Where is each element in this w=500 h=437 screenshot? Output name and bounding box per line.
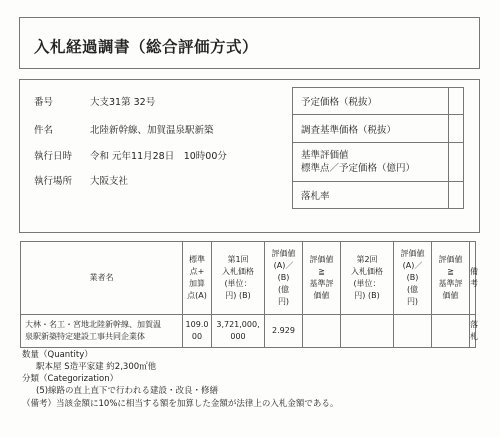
category-label: 分類（Categorization） [22, 374, 119, 384]
number-label: 番号 [34, 97, 54, 108]
bid2-header-l2: 入札価格 [351, 267, 383, 276]
score-header-l2: 点+ [189, 267, 205, 276]
compare2-header-l3: 基準評 [438, 279, 463, 288]
bid2-header-l4: 円) (B) [354, 291, 380, 300]
table-row [21, 315, 476, 348]
base-eval-line2: 標準点／予定価格（億円） [301, 163, 416, 174]
subject-label: 件名 [34, 125, 54, 136]
quantity-value: 駅本屋 S造平家建 約2,300㎡他 [36, 362, 157, 372]
bid1-cell [212, 315, 265, 348]
bid1-header-l4: 円) (B) [225, 291, 251, 300]
bid1-header-l3: (単位： [224, 279, 252, 288]
footnote: （備考）当該金額に10%に相当する額を加算した金額が法律上の入札金額である。 [22, 399, 339, 409]
score-header [183, 242, 212, 315]
company-header: 業者名 [21, 242, 183, 315]
score-line1: 109.0 [185, 320, 209, 329]
bid2-header-l1: 第2回 [356, 255, 378, 264]
score-header-l3: 加算 [189, 279, 205, 288]
planned-price-value [449, 88, 464, 115]
company-line2: 泉駅新築特定建設工事共同企業体 [25, 332, 145, 341]
quantity-label: 数量（Quantity） [22, 350, 93, 360]
eval1-header-l5: 円) [277, 297, 290, 306]
planned-price-label: 予定価格（税抜） [293, 88, 449, 115]
eval2-header-l1: 評価値 [400, 249, 425, 258]
score-header-l4: 点(A) [187, 291, 207, 300]
category-value: (5)線路の直上直下で行われる建設・改良・修繕 [36, 386, 219, 396]
page-title: 入札経過調書（総合評価方式） [34, 38, 259, 56]
bid2-cell [341, 315, 394, 348]
remarks-header-l1: 備 [470, 267, 478, 276]
header-row [21, 242, 476, 315]
score-cell [183, 315, 212, 348]
eval1-header [265, 242, 303, 315]
number-value: 大支31第 32号 [90, 97, 156, 108]
eval1-header-l3: (B) [277, 273, 290, 282]
winning-rate-label: 落札率 [293, 182, 449, 209]
score-header-l1: 標準 [189, 255, 205, 264]
compare1-header-l1: 評価値 [309, 255, 334, 264]
compare2-header-l4: 価値 [442, 291, 459, 300]
score-line2: 00 [191, 332, 203, 341]
eval2-header-l3: (B) [406, 273, 419, 282]
bid1-line1: 3,721,000, [216, 320, 260, 329]
place-value: 大阪支社 [90, 176, 129, 187]
remarks-line1: 落 [470, 320, 478, 329]
compare1-header-l4: 価値 [313, 291, 330, 300]
compare2-header-l2: ≧ [447, 267, 454, 276]
bid1-header-l2: 入札価格 [222, 267, 254, 276]
remarks-line2: 札 [470, 332, 478, 341]
eval2-header-l4: (億 [406, 285, 419, 294]
eval2-header [394, 242, 432, 315]
bid1-header [212, 242, 265, 315]
base-price-label: 調査基準価格（税抜） [293, 115, 449, 143]
eval2-header-l5: 円) [406, 297, 419, 306]
eval2-header-l2: (A)／ [402, 261, 423, 270]
compare2-header [432, 242, 470, 315]
subject-value: 北陸新幹線、加賀温泉駅新築 [90, 125, 214, 136]
eval1-header-l4: (億 [277, 285, 290, 294]
base-eval-value [449, 143, 464, 182]
results-table [20, 241, 476, 348]
eval1-header-l1: 評価値 [271, 249, 296, 258]
place-label: 執行場所 [34, 176, 73, 187]
compare1-header-l2: ≧ [318, 267, 325, 276]
date-value: 令和 元年11月28日 10時00分 [90, 151, 227, 162]
bid1-header-l1: 第1回 [227, 255, 249, 264]
compare1-cell [303, 315, 341, 348]
bid2-header [341, 242, 394, 315]
bid1-line2: 000 [230, 332, 246, 341]
eval1-header-l2: (A)／ [273, 261, 294, 270]
bid2-header-l3: (単位： [353, 279, 381, 288]
remarks-cell [470, 315, 476, 348]
winning-rate-value [449, 182, 464, 209]
compare1-header-l3: 基準評 [309, 279, 334, 288]
base-price-value [449, 115, 464, 143]
company-cell [21, 315, 183, 348]
eval1-cell: 2.929 [265, 315, 303, 348]
base-eval-line1: 基準評価値 [301, 150, 349, 161]
company-line1: 大林・名工・宮地北陸新幹線、加賀温 [25, 320, 161, 329]
remarks-header [470, 242, 476, 315]
base-eval-label [293, 143, 449, 182]
price-summary-table [292, 87, 464, 209]
remarks-header-l2: 考 [470, 279, 478, 288]
compare2-cell [432, 315, 470, 348]
eval2-cell [394, 315, 432, 348]
compare1-header [303, 242, 341, 315]
date-label: 執行日時 [34, 151, 73, 162]
compare2-header-l1: 評価値 [438, 255, 463, 264]
